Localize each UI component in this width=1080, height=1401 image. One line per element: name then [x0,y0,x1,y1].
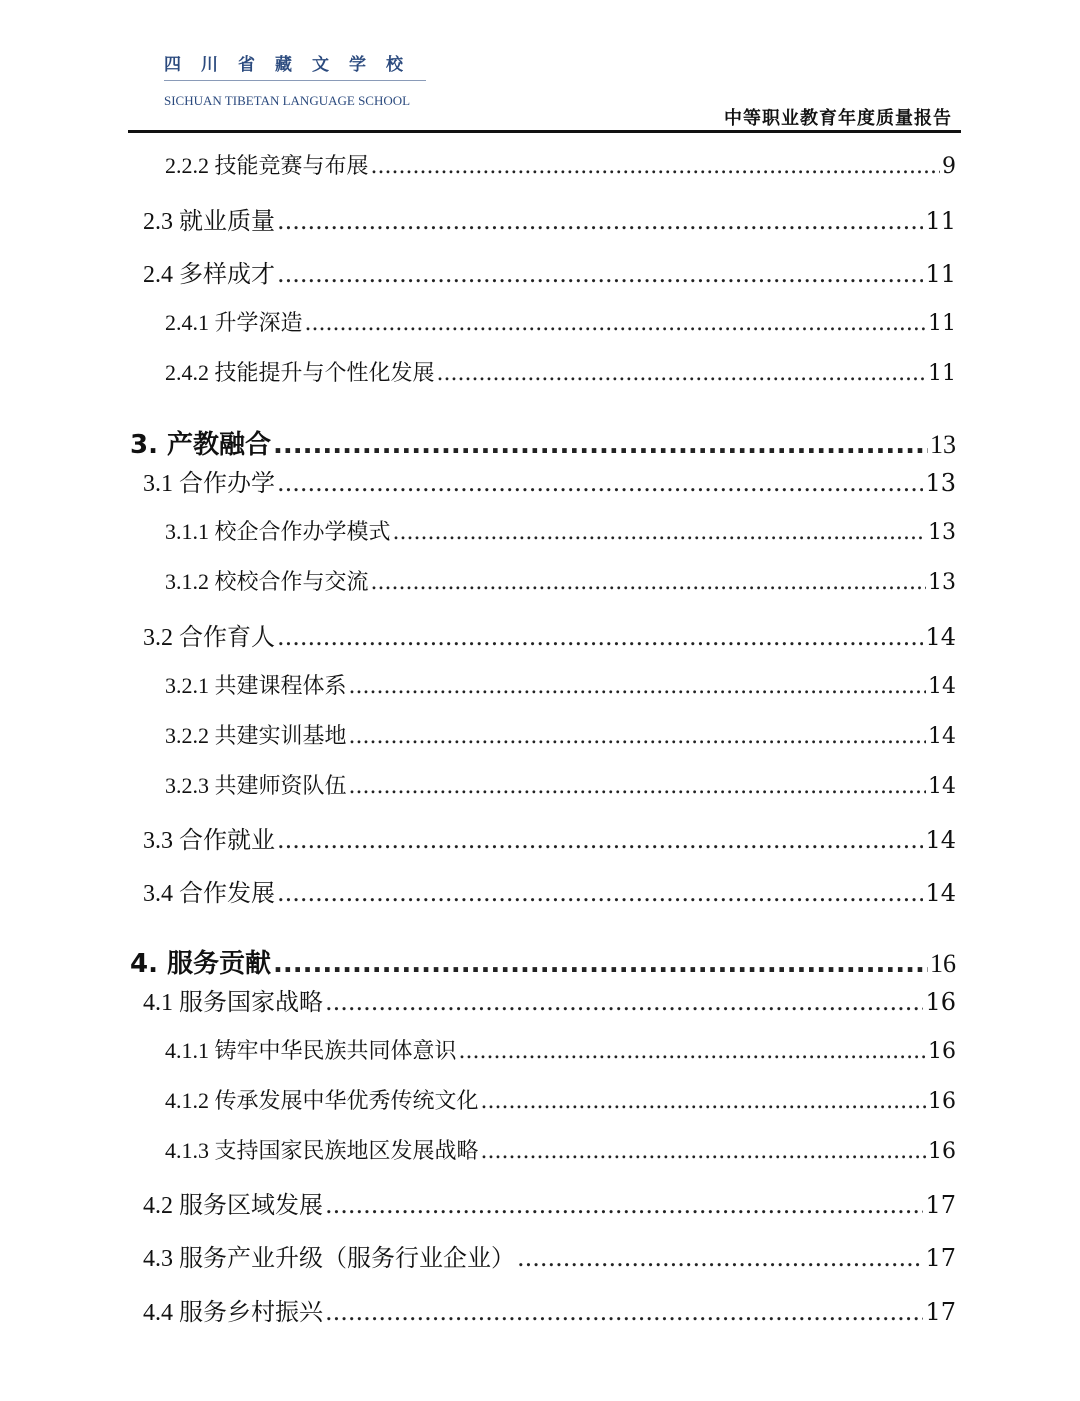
toc-entry-page-number: 16 [930,949,956,978]
toc-entry[interactable] [165,669,956,700]
toc-dot-leader [325,1191,923,1219]
report-title: 中等职业教育年度质量报告 [724,108,952,129]
school-name-english: SICHUAN TIBETAN LANGUAGE SCHOOL [164,93,411,108]
toc-entry[interactable] [143,1292,956,1327]
toc-entry[interactable] [143,463,956,498]
toc-entry[interactable] [130,943,956,980]
toc-entry-label: 4.4 服务乡村振兴 [143,1300,323,1326]
toc-entry-label: 4.3 服务产业升级（服务行业企业） [143,1246,515,1272]
toc-entry-page-number: 11 [928,311,956,336]
toc-entry-page-number: 13 [928,520,956,545]
toc-dot-leader [325,988,923,1016]
toc-dot-leader [349,774,926,799]
toc-dot-leader [277,469,923,497]
toc-dot-leader [277,623,923,651]
toc-entry-page-number: 14 [925,879,956,907]
toc-entry[interactable] [165,356,956,387]
toc-entry[interactable] [165,769,956,800]
toc-entry-label: 2.2.2 技能竞赛与布展 [165,153,369,178]
toc-entry-page-number: 16 [928,1039,956,1064]
toc-entry-page-number: 9 [942,154,956,179]
toc-dot-leader [481,1139,926,1164]
toc-entry-page-number: 11 [925,260,956,288]
toc-entry[interactable] [165,1034,956,1065]
toc-entry-label: 4.1.2 传承发展中华优秀传统文化 [165,1088,479,1113]
toc-entry[interactable] [165,1084,956,1115]
toc-entry-page-number: 14 [928,774,956,799]
toc-dot-leader [277,260,923,288]
toc-dot-leader [349,674,926,699]
toc-entry[interactable] [143,1185,956,1220]
toc-entry-label: 4.1.3 支持国家民族地区发展战略 [165,1138,479,1163]
toc-dot-leader [437,361,926,386]
toc-entry-label: 4. 服务贡献 [130,949,272,979]
toc-entry-label: 3.3 合作就业 [143,828,275,854]
toc-dot-leader [273,949,928,979]
toc-dot-leader [325,1298,923,1326]
toc-entry-label: 3.2.2 共建实训基地 [165,723,347,748]
toc-entry-page-number: 17 [925,1244,956,1272]
school-name-chinese: 四川省藏文学校 [164,55,423,75]
toc-entry-label: 3.2.3 共建师资队伍 [165,773,347,798]
toc-entry[interactable] [165,565,956,596]
toc-entry[interactable] [130,424,956,461]
toc-entry-page-number: 11 [928,361,956,386]
toc-entry[interactable] [165,306,956,337]
toc-dot-leader [517,1244,923,1272]
toc-entry[interactable] [143,1238,956,1273]
toc-entry[interactable] [143,254,956,289]
toc-entry-page-number: 17 [925,1298,956,1326]
toc-dot-leader [277,207,923,235]
toc-entry-page-number: 14 [925,826,956,854]
toc-entry[interactable] [143,617,956,652]
toc-entry[interactable] [143,873,956,908]
toc-dot-leader [349,724,926,749]
toc-entry-page-number: 16 [928,1089,956,1114]
toc-entry-label: 3.1 合作办学 [143,471,275,497]
toc-dot-leader [305,311,926,336]
toc-dot-leader [273,430,928,460]
toc-entry[interactable] [165,515,956,546]
toc-entry-label: 2.4.2 技能提升与个性化发展 [165,360,435,385]
toc-entry-page-number: 13 [928,570,956,595]
toc-entry-label: 3.4 合作发展 [143,881,275,907]
toc-entry-page-number: 13 [930,430,956,459]
toc-entry-page-number: 14 [928,724,956,749]
toc-entry-label: 4.2 服务区域发展 [143,1193,323,1219]
toc-entry[interactable] [143,201,956,236]
toc-dot-leader [371,570,926,595]
toc-entry-page-number: 14 [928,674,956,699]
toc-entry-label: 3.2.1 共建课程体系 [165,673,347,698]
toc-entry-label: 2.3 就业质量 [143,209,275,235]
toc-entry-label: 2.4.1 升学深造 [165,310,303,335]
toc-dot-leader [393,520,926,545]
toc-entry-page-number: 16 [928,1139,956,1164]
toc-dot-leader [371,154,940,179]
toc-entry-label: 4.1.1 铸牢中华民族共同体意识 [165,1038,457,1063]
toc-entry-label: 4.1 服务国家战略 [143,990,323,1016]
toc-entry-page-number: 16 [925,988,956,1016]
toc-entry-label: 3. 产教融合 [130,430,272,460]
toc-entry[interactable] [165,149,956,180]
toc-entry-label: 3.1.2 校校合作与交流 [165,569,369,594]
toc-entry-page-number: 11 [925,207,956,235]
toc-entry[interactable] [143,820,956,855]
toc-entry[interactable] [143,982,956,1017]
toc-entry-label: 3.1.1 校企合作办学模式 [165,519,391,544]
toc-dot-leader [459,1039,926,1064]
toc-entry-page-number: 17 [925,1191,956,1219]
toc-entry-label: 2.4 多样成才 [143,262,275,288]
toc-entry[interactable] [165,719,956,750]
toc-dot-leader [481,1089,926,1114]
toc-entry[interactable] [165,1134,956,1165]
toc-dot-leader [277,826,923,854]
toc-entry-label: 3.2 合作育人 [143,625,275,651]
toc-dot-leader [277,879,923,907]
toc-entry-page-number: 14 [925,623,956,651]
toc-entry-page-number: 13 [925,469,956,497]
